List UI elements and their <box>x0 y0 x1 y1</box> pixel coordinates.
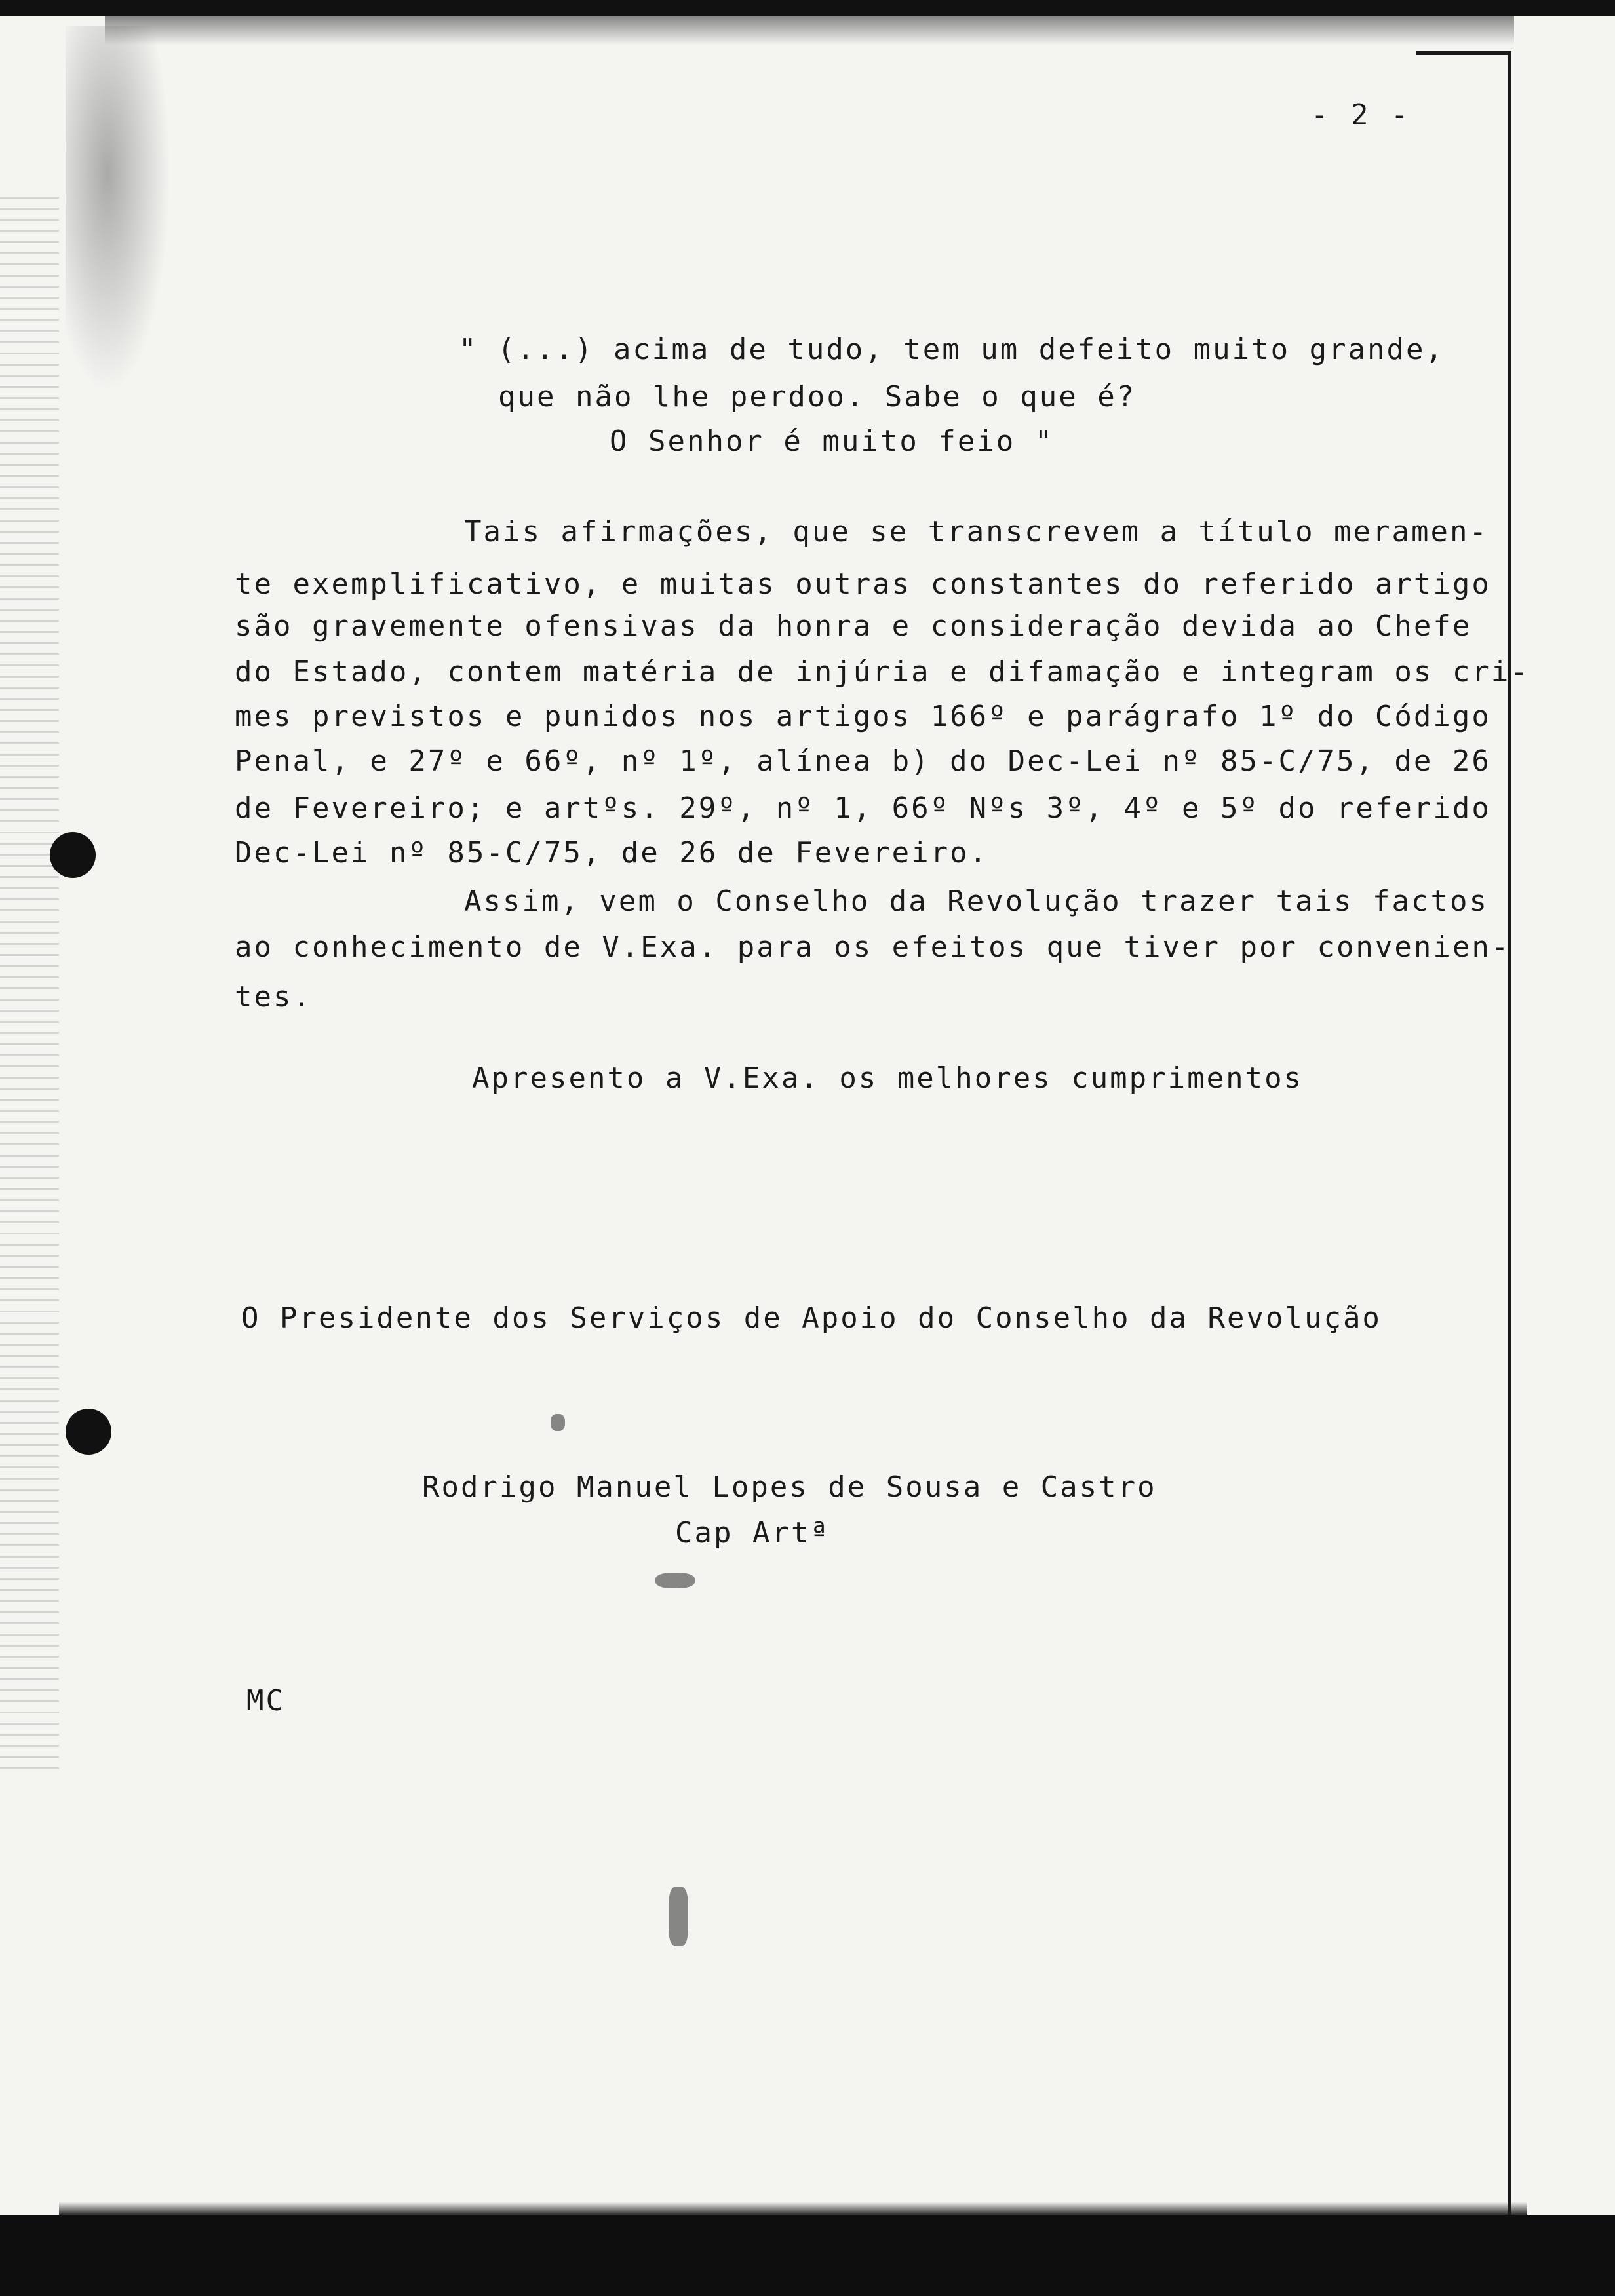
paragraph-line: tes. <box>235 980 312 1014</box>
frame-right-rule <box>1508 52 1511 2215</box>
paragraph-line: do Estado, contem matéria de injúria e difamação e integram os cri- <box>235 655 1530 689</box>
closing-salutation: Apresento a V.Exa. os melhores cumprimentos <box>472 1062 1304 1095</box>
ink-spot <box>551 1414 565 1431</box>
paragraph-line: Penal, e 27º e 66º, nº 1º, alínea b) do Dec-Lei nº 85-C/75, de 26 <box>235 744 1491 778</box>
scan-bottom-border <box>0 2215 1615 2296</box>
paragraph-line: mes previstos e punidos nos artigos 166º e parágrafo 1º do Código <box>235 700 1491 733</box>
quote-line: O Senhor é muito feio " <box>610 425 1055 458</box>
paragraph-line: Dec-Lei nº 85-C/75, de 26 de Fevereiro. <box>235 836 989 870</box>
paragraph-line: Assim, vem o Conselho da Revolução trazer tais factos <box>464 885 1489 918</box>
scan-smudge <box>66 26 170 393</box>
signatory-title: O Presidente dos Serviços de Apoio do Conselho da Revolução <box>241 1301 1382 1335</box>
scan-left-noise <box>0 197 59 1769</box>
scan-top-border <box>0 0 1615 16</box>
quote-line: " (...) acima de tudo, tem um defeito muito grande, <box>459 333 1445 366</box>
punch-hole-top <box>50 832 96 878</box>
quote-line: que não lhe perdoo. Sabe o que é? <box>498 380 1137 413</box>
scan-top-shadow <box>105 16 1514 52</box>
punch-hole-bottom <box>66 1409 111 1455</box>
paragraph-line: de Fevereiro; e artºs. 29º, nº 1, 66º Nºs 3º, 4º e 5º do referido <box>235 792 1491 825</box>
ink-spot <box>669 1887 688 1946</box>
ink-spot <box>655 1573 695 1588</box>
paragraph-line: Tais afirmações, que se transcrevem a título meramen- <box>464 515 1489 548</box>
paragraph-line: te exemplificativo, e muitas outras constantes do referido artigo <box>235 567 1491 601</box>
author-initials: MC <box>246 1684 285 1717</box>
paragraph-line: ao conhecimento de V.Exa. para os efeitos que tiver por convenien- <box>235 930 1511 964</box>
page-number: - 2 - <box>1311 98 1411 132</box>
paragraph-line: são gravemente ofensivas da honra e consideração devida ao Chefe <box>235 609 1472 643</box>
signatory-name: Rodrigo Manuel Lopes de Sousa e Castro <box>422 1470 1157 1504</box>
frame-top-rule <box>1416 51 1511 55</box>
signatory-rank: Cap Artª <box>675 1516 830 1550</box>
scan-bottom-shadow <box>59 2202 1527 2216</box>
